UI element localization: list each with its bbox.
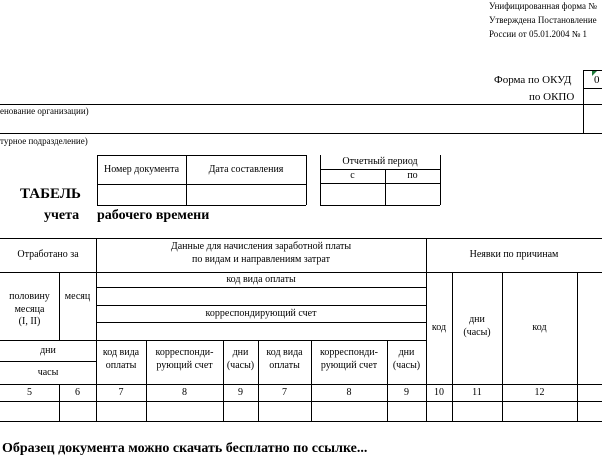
payroll-header-line-1: Данные для начисления заработной платы — [170, 241, 352, 252]
corr-col-2: корреспонди- рующий счет — [320, 347, 378, 371]
days-row-label: дни — [40, 345, 56, 356]
okud-label: Форма по ОКУД — [494, 74, 572, 86]
corr-account-row: корреспондирующий счет — [205, 308, 317, 319]
absence-code-col-2: код — [532, 322, 547, 333]
payroll-header-line-2: по видам и направлениям затрат — [192, 253, 330, 265]
pay-type-code-row: код вида оплаты — [226, 274, 296, 285]
okpo-label: по ОКПО — [529, 91, 575, 103]
pay-type-col-2: код вида оплаты — [266, 347, 303, 371]
okud-value: 0 — [594, 74, 600, 86]
days-hours-col-1: дни (часы) — [226, 347, 255, 371]
pay-type-col-1: код вида оплаты — [102, 347, 140, 371]
half-month-header: половину месяца (I, II) — [9, 291, 50, 327]
absence-days-col: дни (часы) — [463, 314, 491, 338]
document-subtitle-left: учета — [44, 208, 80, 223]
org-name-line — [0, 104, 583, 105]
form-header-line-2: Утверждена Постановление — [489, 15, 597, 25]
dept-caption: турное подразделение) — [0, 136, 88, 146]
document-title: ТАБЕЛЬ — [20, 186, 81, 202]
col-number: 10 — [434, 387, 444, 398]
codes-box-left — [583, 70, 584, 134]
col-number: 5 — [27, 387, 32, 398]
doc-number-label: Номер документа — [103, 164, 180, 175]
col-number: 7 — [282, 387, 287, 398]
form-header-line-3: России от 05.01.2004 № 1 — [489, 29, 588, 39]
absence-code-col-1: код — [431, 322, 447, 333]
dept-line — [0, 133, 602, 134]
codes-box-mid — [583, 88, 602, 89]
col-number: 11 — [472, 387, 482, 398]
col-number: 6 — [75, 387, 80, 398]
corr-col-1: корреспонди- рующий счет — [155, 347, 214, 371]
col-number: 9 — [238, 387, 243, 398]
absence-header: Неявки по причинам — [469, 249, 559, 260]
org-name-caption: енование организации) — [0, 106, 89, 116]
payroll-header — [96, 241, 426, 266]
period-from-label: с — [350, 170, 355, 181]
doc-date-label: Дата составления — [208, 164, 284, 175]
document-subtitle-right: рабочего времени — [97, 208, 210, 223]
col-number: 7 — [118, 387, 124, 398]
col-number: 12 — [534, 387, 545, 398]
codes-box-mid2 — [583, 104, 602, 105]
col-number: 8 — [346, 387, 352, 398]
days-hours-col-2: дни (часы) — [392, 347, 421, 371]
hours-row-label: часы — [37, 367, 59, 378]
month-header: месяц — [64, 291, 91, 302]
col-number: 9 — [404, 387, 409, 398]
download-link[interactable]: Образец документа можно скачать бесплатно по ссылке... — [2, 441, 368, 456]
worked-for-header: Отработано за — [17, 249, 79, 260]
okud-marker — [592, 71, 597, 76]
period-to-label: по — [407, 170, 418, 181]
period-label: Отчетный период — [342, 156, 418, 167]
form-header-line-1: Унифицированная форма № — [489, 1, 597, 11]
col-number: 8 — [182, 387, 187, 398]
